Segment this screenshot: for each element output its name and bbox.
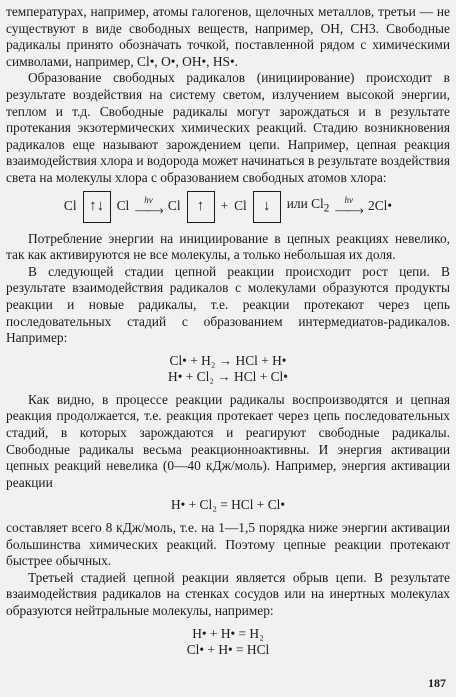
- electron-down-box: ↓: [253, 191, 281, 223]
- paragraph-radicals-notation: температурах, например, атомы галогенов, щелочных металлов, третьи — не существуют в виде свободных веществ, например, ОН, СН3. Свободные радикалы принято обозначать точкой, поставленной рядом с химическими символами, например, Cl•, O•, OH•, HS•.: [6, 4, 450, 69]
- scheme-cl-mid: Cl: [116, 198, 130, 214]
- right-arrow-icon: ——›: [335, 203, 363, 219]
- hv-label-2: hν: [344, 195, 353, 206]
- scheme-alt-subscript: 2: [323, 202, 330, 215]
- page-number: 187: [428, 676, 446, 690]
- paragraph-chain-termination: Третьей стадией цепной реакции является обрыв цепи. В результате взаимодействия радикалов на стенках сосудов или на инертных молекулах образуются нейтральные молекулы, например:: [6, 569, 450, 618]
- scheme-cl-radical-1: Cl: [167, 198, 181, 214]
- chlorine-dissociation-scheme: [6, 191, 450, 223]
- scheme-alt-text: или Cl: [286, 195, 324, 211]
- electron-pair-box: ↑↓: [83, 191, 111, 223]
- paragraph-chain-growth: В следующей стадии цепной реакции происходит рост цепи. В результате взаимодействия радикалов с молекулами образуются продукты реакции и новые радикалы, т.е. реакции протекают через цепь последовательных стадий с образованием интермедиатов-радикалов. Например:: [6, 263, 450, 346]
- scheme-alt: [287, 196, 330, 217]
- scheme-cl-radical-2: Cl: [234, 198, 247, 214]
- hv-label-1: hν: [144, 195, 153, 206]
- equation-activation: H• + Cl₂ = HCl + Cl•: [170, 497, 286, 513]
- paragraph-activation-energy: составляет всего 8 кДж/моль, т.е. на 1—1,5 порядка ниже энергии активации большинства химических реакций. Поэтому цепные реакции протекают быстрее обычных.: [6, 520, 450, 569]
- textbook-page: [6, 4, 450, 659]
- equation-termination-1: H• + H• = H₂: [192, 625, 264, 641]
- right-arrow-icon: ——›: [135, 203, 162, 219]
- paragraph-initiation: Образование свободных радикалов (инициирование) происходит в результате воздействия на систему светом, излучением высокой энергии, теплом и т.д. Свободные радикалы могут зарождаться и в результате протекания экзотермических химических реакций. Стадию возникновения радикалов еще называют зарождением цепи. Например, цепная реакция взаимодействия хлора и водорода может начинаться в результате воздействия света на молекулы хлора с образованием свободных атомов хлора:: [6, 70, 450, 185]
- light-arrow-1: [135, 196, 162, 217]
- scheme-cl-left: Cl: [63, 198, 77, 214]
- light-arrow-2: [335, 196, 362, 217]
- scheme-product: 2Cl•: [368, 198, 393, 214]
- equation-propagation-2: H• + Cl₂ → HCl + Cl•: [168, 369, 288, 385]
- equation-termination-2: Cl• + H• = HCl: [186, 642, 270, 658]
- paragraph-chain-continuation: Как видно, в процессе реакции радикалы воспроизводятся и цепная реакция продолжается, т.е. реакция протекает через цепь последовательных стадий, в которых зарождаются и реагируют свободные радикалы. Свободные радикалы весьма реакционноактивны. И энергия активации цепных реакций невелика (0—40 кДж/моль). Например, энергия активации реакции: [6, 391, 450, 490]
- electron-up-box: ↑: [187, 191, 215, 223]
- scheme-plus: +: [220, 198, 229, 214]
- paragraph-energy-consumption: Потребление энергии на инициирование в цепных реакциях невелико, так как активируются не все молекулы, а только небольшая их доля.: [6, 230, 450, 263]
- equation-propagation-1: Cl• + H₂ → HCl + H•: [169, 352, 287, 368]
